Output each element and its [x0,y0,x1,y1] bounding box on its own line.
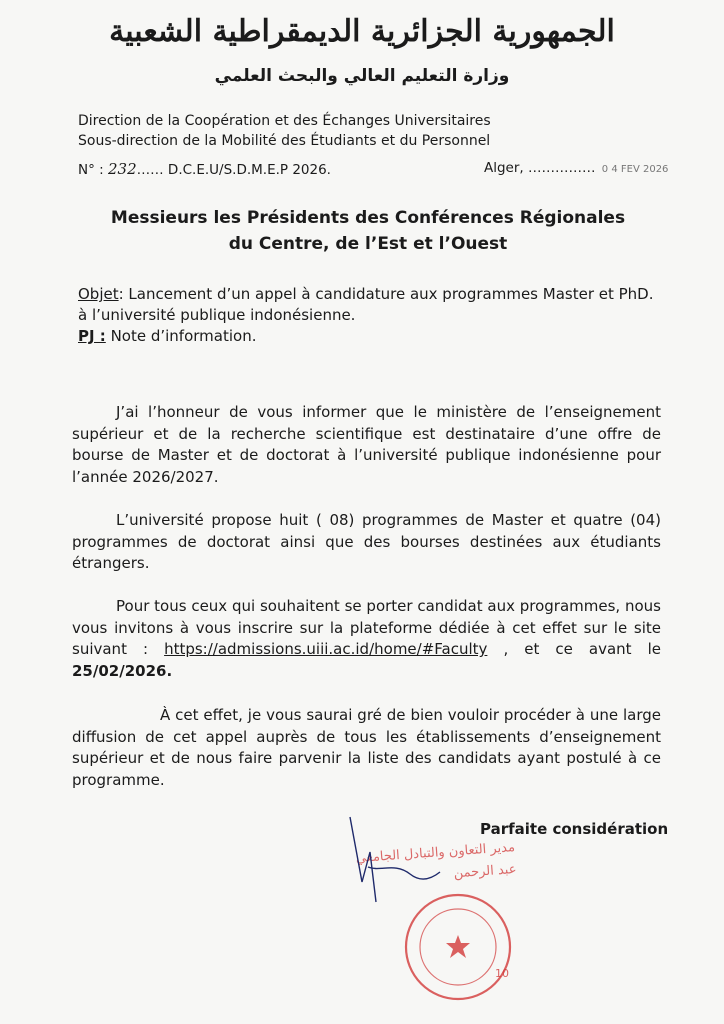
closing-formula: Parfaite considération [480,820,669,838]
paragraph-3-intro: Pour tous ceux qui souhaitent se porter candidat aux programmes, nous vous invitons à vous inscrire sur la plateforme dédiée à cet effet sur le site suivant : [72,597,661,658]
sender-direction: Direction de la Coopération et des Échanges Universitaires [78,113,491,129]
signatory-name: عبد الرحمن [453,861,517,882]
signatory-title: مدير التعاون والتبادل الجامعي [355,840,516,867]
subject-text: : Lancement d’un appel à candidature aux programmes Master et PhD. à l’université publique indonésienne. [78,285,654,324]
signature-and-seal [280,812,580,1012]
place-date [484,160,668,176]
reference-number [78,160,331,178]
stamped-date: 0 4 FEV 2026 [601,164,669,175]
seal-number: 10 [495,967,509,980]
paragraph-4: À cet effet, je vous saurai gré de bien vouloir procéder à une large diffusion de cet appel auprès de tous les établissements d’enseignement supérieur et de nous faire parvenir la liste des candidats ayant postulé à ce programme. [72,706,661,789]
paragraph-3 [72,596,661,682]
addressee-line-1: Messieurs les Présidents des Conférences Régionales [110,208,626,228]
deadline-date: 25/02/2026. [72,661,173,680]
ministry-heading: وزارة التعليم العالي والبحث العلمي [214,66,510,86]
addressee [78,205,658,257]
admissions-link[interactable]: https://admissions.uiii.ac.id/home/#Faculty [164,640,488,658]
reference-suffix: …… D.C.E.U/S.D.M.E.P 2026. [136,162,331,178]
paragraph-1: J’ai l’honneur de vous informer que le ministère de l’enseignement supérieur et de la recherche scientifique est destinataire d’une offre de bourse de Master et de doctorat à l’université publique indonésienne pour l’année 2026/2027. [72,403,661,486]
attachment-label: PJ : [78,327,106,345]
sender-block [78,111,491,151]
place-label: Alger, …………… [484,160,596,176]
subject-label: Objet [78,285,119,303]
addressee-line-2: du Centre, de l’Est et l’Ouest [228,234,508,254]
sender-subdirection: Sous-direction de la Mobilité des Étudiants et du Personnel [78,133,491,149]
subject-line [78,284,658,326]
paragraph-2: L’université propose huit ( 08) programmes de Master et quatre (04) programmes de doctorat ainsi que des bourses destinées aux étudiants étrangers. [72,511,661,572]
reference-handwritten-number: 232 [108,160,137,178]
republic-heading: الجمهورية الجزائرية الديمقراطية الشعبية [109,14,615,49]
attachment-line [78,327,256,345]
handwritten-signature-icon [350,817,440,902]
reference-prefix: N° : [78,162,104,178]
paragraph-3-middle: , et ce avant le [487,640,661,658]
official-seal-icon [406,895,510,999]
attachment-text: Note d’information. [105,327,257,345]
